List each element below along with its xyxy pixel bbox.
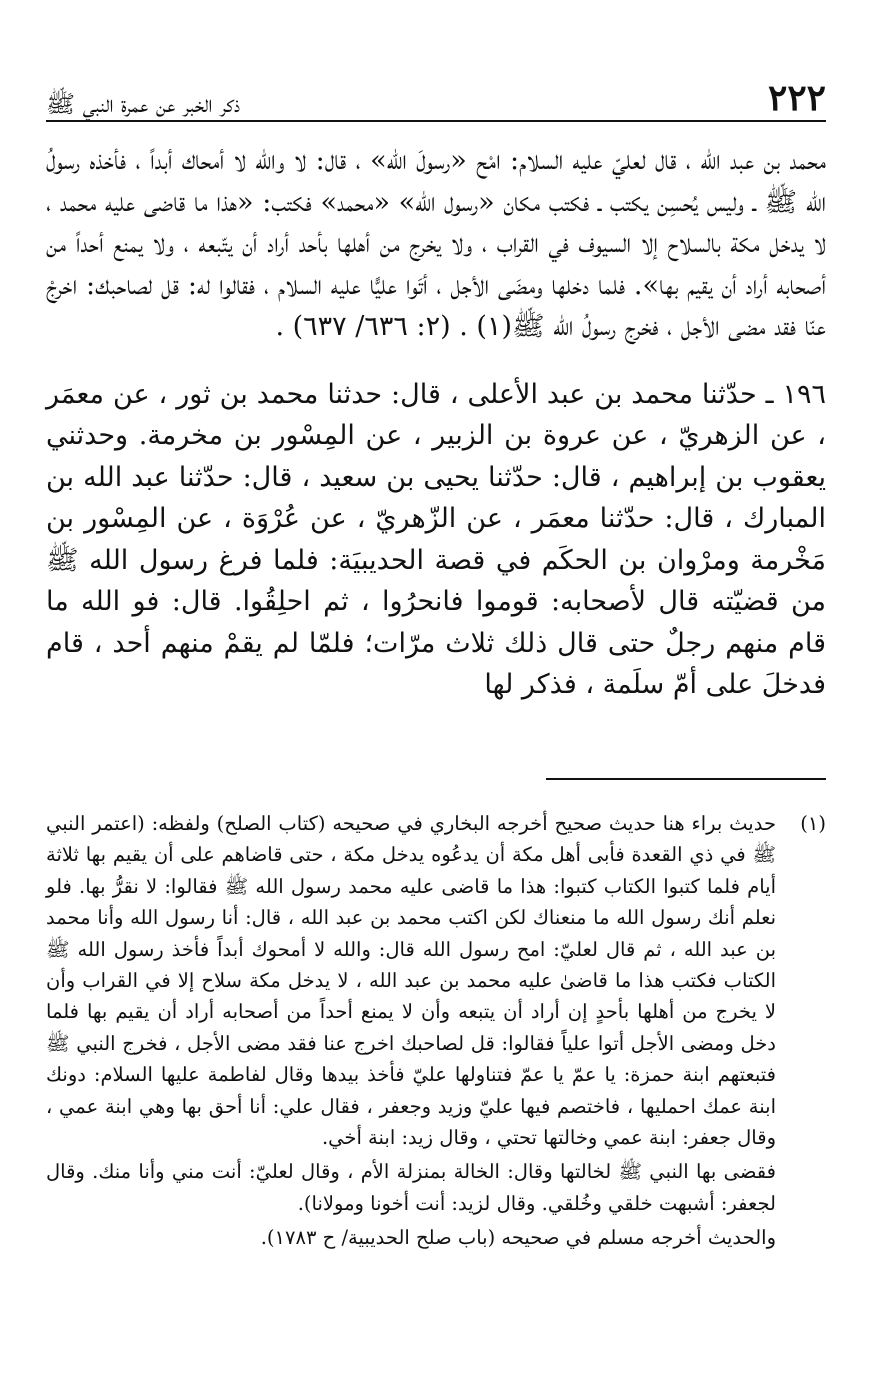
footnote-marker: (١) bbox=[800, 812, 826, 835]
main-text bbox=[46, 140, 826, 706]
page-header bbox=[46, 70, 826, 122]
footnote-paragraph: فقضى بها النبي ﷺ لخالتها وقال: الخالة بمنزلة الأم ، وقال لعليّ: أنت مني وأنا منك. وقال لجعفر: أشبهت خلقي وخُلقي. وقال لزيد: أنت أخونا ومولانا). bbox=[46, 1160, 776, 1215]
footnote-item bbox=[46, 808, 826, 1254]
continuation-paragraph: محمد بن عبد الله ، قال لعليّ عليه السلام: امْح «رسولَ الله» ، قال: لا والله لا أمحاك أبداً ، فأخذه رسولُ الله ﷺ ـ وليس يُحسِن يكتب ـ فكتب مكان «رسول الله» «محمد» فكتب: «هذا ما قاضى عليه محمد ، لا يدخل مكة بالسلاح إلا السيوف في القراب ، ولا يخرج من أهلها بأحد أراد أن يتّبعه ، ولا يمنع أحداً من أصحابه أراد أن يقيم بها». فلما دخلها ومضَى الأجل ، أتَوا عليًّا عليه السلام ، فقالوا له: قل لصاحبك: اخرجْ عنّا فقد مضى الأجل ، فخرج رسولُ الله ﷺ(١) . (٢: ٦٣٦/ ٦٣٧) . bbox=[46, 145, 826, 342]
footnote-divider bbox=[546, 778, 826, 780]
page-number: ٢٢٢ bbox=[767, 77, 826, 119]
footnote-paragraph: حديث براء هنا حديث صحيح أخرجه البخاري في صحيحه (كتاب الصلح) ولفظه: (اعتمر النبي ﷺ في ذي القعدة فأبى أهل مكة أن يدعُوه يدخل مكة ، حتى قاضاهم على أن يقيم بها ثلاثة أيام فلما كتبوا الكتاب كتبوا: هذا ما قاضى عليه محمد رسول الله ﷺ فقالوا: لا نقرُّ بها. فلو نعلم أنك رسول الله ما منعناك لكن اكتب محمد بن عبد الله ، قال: أنا رسول الله وأنا محمد بن عبد الله ، ثم قال لعليّ: امح رسول الله قال: والله لا أمحوك أبداً فأخذ رسول الله ﷺ الكتاب فكتب هذا ما قاضىٰ عليه محمد بن عبد الله ، لا يدخل مكة سلاح إلا في القراب وأن لا يخرج من أهلها بأحدٍ إن أراد أن يتبعه وأن لا يمنع أحداً من أصحابه أراد أن يقيم بها فلما دخل ومضى الأجل أتوا علياً فقالوا: قل لصاحبك اخرج عنا فقد مضى الأجل ، فخرج النبي ﷺ فتبعتهم ابنة حمزة: يا عمّ يا عمّ فتناولها عليّ فأخذ بيدها وقال لفاطمة عليها السلام: دونك ابنة عمك احمليها ، فاختصم فيها عليّ وزيد وجعفر ، فقال علي: أنا أحق بها وهي ابنة عمي ، وقال جعفر: ابنة عمي وخالتها تحتي ، وقال زيد: ابنة أخي. bbox=[46, 812, 776, 1150]
running-title: ذكر الخبر عن عمرة النبي ﷺ bbox=[46, 90, 241, 118]
footnotes bbox=[46, 808, 826, 1254]
hadith-paragraph: ١٩٦ ـ حدّثنا محمد بن عبد الأعلى ، قال: حدثنا محمد بن ثور ، عن معمَر ، عن الزهريّ ، عن عروة بن الزبير ، عن المِسْور بن مخرمة. وحدثني يعقوب بن إبراهيم ، قال: حدّثنا يحيى بن سعيد ، قال: حدّثنا عبد الله بن المبارك ، قال: حدّثنا معمَر ، عن الزّهريّ ، عن عُرْوَة ، عن المِسْور بن مَخْرمة ومرْوان بن الحكَم في قصة الحديبيَة: فلما فرغ رسول الله ﷺ من قضيّته قال لأصحابه: قوموا فانحرُوا ، ثم احلِقُوا. قال: فو الله ما قام منهم رجلٌ حتى قال ذلك ثلاث مرّات؛ فلمّا لم يقمْ منهم أحد ، قام فدخلَ على أمّ سلَمة ، فذكر لها bbox=[46, 378, 826, 700]
footnote-body bbox=[46, 808, 776, 1254]
footnote-paragraph: والحديث أخرجه مسلم في صحيحه (باب صلح الحديبية/ ح ١٧٨٣). bbox=[260, 1226, 776, 1250]
